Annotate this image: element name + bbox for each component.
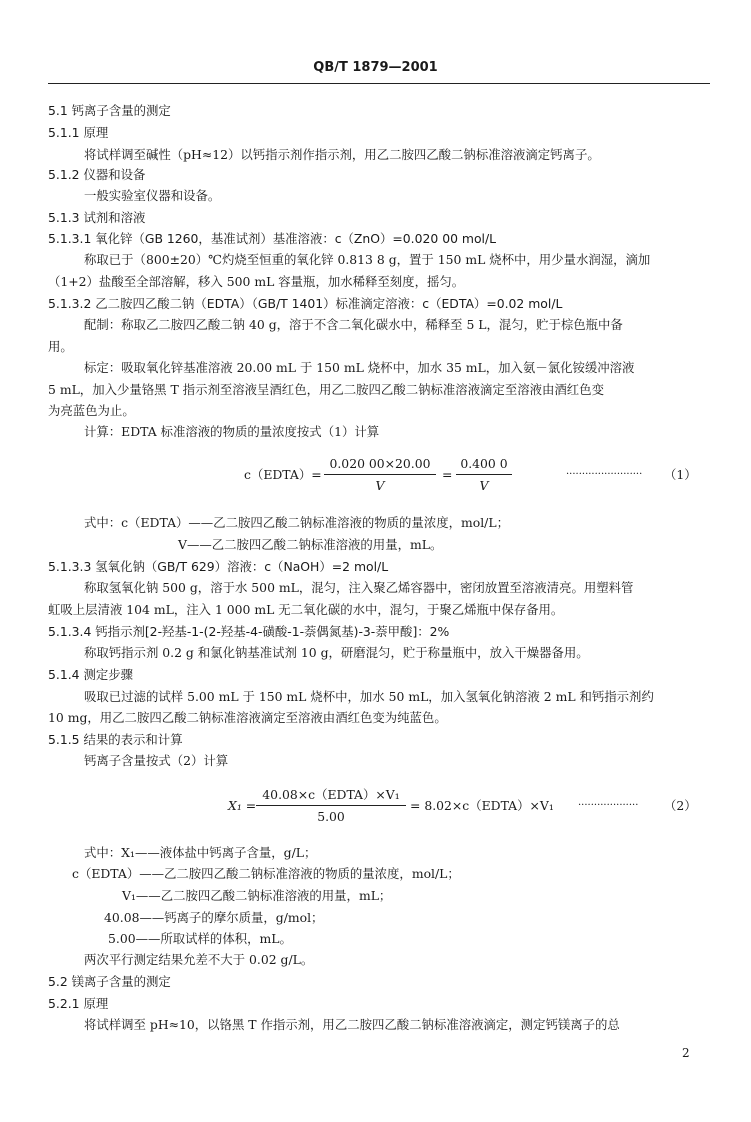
paragraph-line: 虹吸上层清液 104 mL，注入 1 000 mL 无二氧化碳的水中，混匀，于聚乙烯瓶中保存备用。 xyxy=(48,602,564,617)
eq1-equals: = xyxy=(442,467,453,482)
paragraph-line: （1+2）盐酸至全部溶解，移入 500 mL 容量瓶，加水稀释至刻度，摇匀。 xyxy=(48,274,465,289)
eq1-fraction-bar-1 xyxy=(324,474,436,475)
eq2-label: （2） xyxy=(664,798,697,813)
eq2-rhs: = 8.02×c（EDTA）×V₁ xyxy=(410,798,554,813)
section-5-1-heading: 5.1 钙离子含量的测定 xyxy=(48,103,171,118)
section-5-1-4-heading: 5.1.4 测定步骤 xyxy=(48,667,134,682)
where-clause-line: c（EDTA）——乙二胺四乙酸二钠标准溶液的物质的量浓度，mol/L； xyxy=(72,866,460,881)
paragraph-line: 10 mg，用乙二胺四乙酸二钠标准溶液滴定至溶液由酒红色变为纯蓝色。 xyxy=(48,710,447,725)
paragraph-line: 用。 xyxy=(48,339,73,354)
section-5-2-heading: 5.2 镁离子含量的测定 xyxy=(48,974,171,989)
paragraph-line: 配制：称取乙二胺四乙酸二钠 40 g，溶于不含二氧化碳水中，稀释至 5 L，混匀，贮于棕色瓶中备 xyxy=(84,317,623,332)
eq1-lhs: c（EDTA）= xyxy=(244,467,322,482)
eq1-numerator-1: 0.020 00×20.00 xyxy=(329,456,431,471)
eq1-leader-dots: ························ xyxy=(566,469,643,480)
paragraph-line: 5 mL，加入少量铬黑 T 指示剂至溶液呈酒红色，用乙二胺四乙酸二钠标准溶液滴定至溶液由酒红色变 xyxy=(48,382,604,397)
where-clause-line: 式中：X₁——液体盐中钙离子含量，g/L； xyxy=(84,845,317,860)
paragraph-line: 称取氢氧化钠 500 g，溶于水 500 mL，混匀，注入聚乙烯容器中，密闭放置至溶液清亮。用塑料管 xyxy=(84,580,634,595)
eq2-denominator: 5.00 xyxy=(317,809,345,824)
where-clause-line: 5.00——所取试样的体积，mL。 xyxy=(108,931,292,946)
paragraph-line: 两次平行测定结果允差不大于 0.02 g/L。 xyxy=(84,952,314,967)
section-5-1-3-3-heading: 5.1.3.3 氢氧化钠（GB/T 629）溶液：c（NaOH）=2 mol/L xyxy=(48,559,389,574)
section-5-1-5-heading: 5.1.5 结果的表示和计算 xyxy=(48,732,183,747)
section-5-1-3-2-heading: 5.1.3.2 乙二胺四乙酸二钠（EDTA）（GB/T 1401）标准滴定溶液：c（EDTA）=0.02 mol/L xyxy=(48,296,563,311)
where-clause-line: V——乙二胺四乙酸二钠标准溶液的用量，mL。 xyxy=(178,537,443,552)
paragraph-line: 一般实验室仪器和设备。 xyxy=(84,188,221,203)
section-5-1-2-heading: 5.1.2 仪器和设备 xyxy=(48,167,146,182)
eq1-numerator-2: 0.400 0 xyxy=(460,456,508,471)
paragraph-line: 计算：EDTA 标准溶液的物质的量浓度按式（1）计算 xyxy=(84,424,380,439)
section-5-2-1-heading: 5.2.1 原理 xyxy=(48,996,109,1011)
paragraph-line: 称取钙指示剂 0.2 g 和氯化钠基准试剂 10 g，研磨混匀，贮于称量瓶中，放入干燥器备用。 xyxy=(84,645,589,660)
paragraph-line: 将试样调至 pH≈10，以铬黑 T 作指示剂，用乙二胺四乙酸二钠标准溶液滴定，测定钙镁离子的总 xyxy=(84,1017,620,1032)
eq2-lhs: X₁ = xyxy=(228,798,257,813)
paragraph-line: 吸取已过滤的试样 5.00 mL 于 150 mL 烧杯中，加水 50 mL，加入氢氧化钠溶液 2 mL 和钙指示剂约 xyxy=(84,689,654,704)
paragraph-line: 标定：吸取氧化锌基准溶液 20.00 mL 于 150 mL 烧杯中，加水 35 mL，加入氨－氯化铵缓冲溶液 xyxy=(84,360,635,375)
section-5-1-3-1-heading: 5.1.3.1 氧化锌（GB 1260，基准试剂）基准溶液：c（ZnO）=0.020 00 mol/L xyxy=(48,231,497,246)
where-clause-line: V₁——乙二胺四乙酸二钠标准溶液的用量，mL； xyxy=(122,888,392,903)
eq2-numerator: 40.08×c（EDTA）×V₁ xyxy=(262,787,400,802)
paragraph-line: 将试样调至碱性（pH≈12）以钙指示剂作指示剂，用乙二胺四乙酸二钠标准溶液滴定钙离子。 xyxy=(84,147,600,162)
paragraph-line: 为亮蓝色为止。 xyxy=(48,403,135,418)
paragraph-line: 称取已于（800±20）℃灼烧至恒重的氧化锌 0.813 8 g，置于 150 mL 烧杯中，用少量水润湿，滴加 xyxy=(84,252,651,267)
eq1-denominator-2: V xyxy=(479,478,489,493)
eq2-leader-dots: ··················· xyxy=(578,800,639,811)
header-rule xyxy=(48,83,710,84)
eq1-fraction-bar-2 xyxy=(456,474,512,475)
page-header: QB/T 1879—2001 xyxy=(313,60,438,75)
section-5-1-3-heading: 5.1.3 试剂和溶液 xyxy=(48,210,146,225)
where-clause-line: 40.08——钙离子的摩尔质量，g/mol； xyxy=(104,910,324,925)
eq1-label: （1） xyxy=(664,467,697,482)
eq2-fraction-bar xyxy=(256,805,406,806)
section-5-1-3-4-heading: 5.1.3.4 钙指示剂[2-羟基-1-(2-羟基-4-磺酸-1-萘偶氮基)-3-萘甲酸]：2% xyxy=(48,624,450,639)
section-5-1-1-heading: 5.1.1 原理 xyxy=(48,125,109,140)
paragraph-line: 钙离子含量按式（2）计算 xyxy=(84,753,229,768)
where-clause-line: 式中：c（EDTA）——乙二胺四乙酸二钠标准溶液的物质的量浓度，mol/L； xyxy=(84,515,509,530)
page-number: 2 xyxy=(682,1046,690,1060)
eq1-denominator-1: V xyxy=(375,478,385,493)
